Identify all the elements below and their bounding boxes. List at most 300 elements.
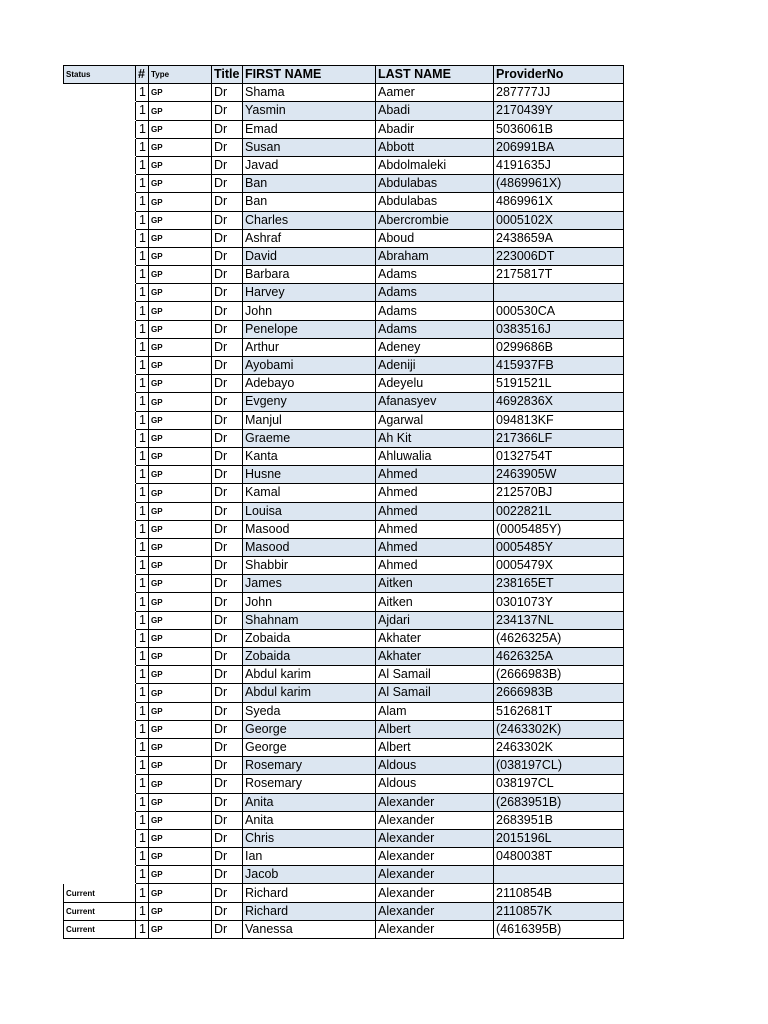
table-row [64, 320, 624, 338]
first-name-cell: Ban [243, 175, 376, 193]
status-cell [64, 538, 136, 556]
last-name-cell: Abdulabas [376, 175, 494, 193]
first-name-cell: Richard [243, 884, 376, 902]
number-cell: 1 [136, 557, 149, 575]
first-name-cell: George [243, 738, 376, 756]
status-cell [64, 320, 136, 338]
provider-no-cell: 0005102X [494, 211, 624, 229]
title-cell: Dr [212, 102, 243, 120]
title-cell: Dr [212, 648, 243, 666]
provider-no-cell: 0022821L [494, 502, 624, 520]
number-cell: 1 [136, 866, 149, 884]
title-cell: Dr [212, 247, 243, 265]
number-cell: 1 [136, 520, 149, 538]
first-name-cell: Zobaida [243, 629, 376, 647]
type-cell: GP [149, 484, 212, 502]
number-cell: 1 [136, 156, 149, 174]
number-cell: 1 [136, 811, 149, 829]
first-name-cell: James [243, 575, 376, 593]
last-name-cell: Albert [376, 738, 494, 756]
provider-no-cell: 2463302K [494, 738, 624, 756]
provider-no-cell: 4626325A [494, 648, 624, 666]
number-cell: 1 [136, 84, 149, 102]
status-cell [64, 520, 136, 538]
last-name-cell: Aitken [376, 593, 494, 611]
status-cell [64, 702, 136, 720]
first-name-cell: Chris [243, 829, 376, 847]
status-cell [64, 557, 136, 575]
status-cell [64, 848, 136, 866]
first-name-cell: Masood [243, 538, 376, 556]
table-row [64, 229, 624, 247]
last-name-cell: Alexander [376, 811, 494, 829]
number-cell: 1 [136, 175, 149, 193]
table-row [64, 684, 624, 702]
status-cell: Current [64, 884, 136, 902]
type-cell: GP [149, 757, 212, 775]
type-cell: GP [149, 102, 212, 120]
type-cell: GP [149, 629, 212, 647]
last-name-cell: Aamer [376, 84, 494, 102]
first-name-cell: George [243, 720, 376, 738]
table-row [64, 484, 624, 502]
status-cell [64, 411, 136, 429]
table-row [64, 156, 624, 174]
last-name-cell: Adeyelu [376, 375, 494, 393]
type-cell: GP [149, 156, 212, 174]
last-name-cell: Agarwal [376, 411, 494, 429]
status-cell [64, 811, 136, 829]
status-cell: Current [64, 902, 136, 920]
title-cell: Dr [212, 829, 243, 847]
last-name-cell: Ahmed [376, 466, 494, 484]
title-cell: Dr [212, 738, 243, 756]
type-cell: GP [149, 684, 212, 702]
number-cell: 1 [136, 848, 149, 866]
provider-no-cell: 415937FB [494, 357, 624, 375]
last-name-cell: Aldous [376, 757, 494, 775]
title-cell: Dr [212, 138, 243, 156]
type-cell: GP [149, 393, 212, 411]
number-cell: 1 [136, 502, 149, 520]
first-name-cell: Shabbir [243, 557, 376, 575]
type-cell: GP [149, 575, 212, 593]
last-name-cell: Albert [376, 720, 494, 738]
last-name-cell: Ahmed [376, 520, 494, 538]
first-name-cell: Jacob [243, 866, 376, 884]
first-name-cell: John [243, 302, 376, 320]
number-cell: 1 [136, 193, 149, 211]
first-name-cell: David [243, 247, 376, 265]
provider-no-cell: 0301073Y [494, 593, 624, 611]
status-cell [64, 502, 136, 520]
number-cell: 1 [136, 702, 149, 720]
status-cell [64, 175, 136, 193]
provider-no-cell: 094813KF [494, 411, 624, 429]
status-cell [64, 357, 136, 375]
table-row [64, 429, 624, 447]
status-cell [64, 466, 136, 484]
last-name-cell: Alexander [376, 866, 494, 884]
title-cell: Dr [212, 629, 243, 647]
status-cell [64, 138, 136, 156]
type-cell: GP [149, 120, 212, 138]
last-name-cell: Adams [376, 302, 494, 320]
last-name-cell: Abbott [376, 138, 494, 156]
last-name-cell: Ahmed [376, 502, 494, 520]
number-cell: 1 [136, 793, 149, 811]
provider-no-cell: 4191635J [494, 156, 624, 174]
provider-no-cell: 0005485Y [494, 538, 624, 556]
number-cell: 1 [136, 648, 149, 666]
header-number: # [136, 66, 149, 84]
table-row [64, 702, 624, 720]
title-cell: Dr [212, 302, 243, 320]
type-cell: GP [149, 375, 212, 393]
number-cell: 1 [136, 720, 149, 738]
header-first-name: FIRST NAME [243, 66, 376, 84]
type-cell: GP [149, 175, 212, 193]
last-name-cell: Abadi [376, 102, 494, 120]
first-name-cell: Susan [243, 138, 376, 156]
last-name-cell: Abadir [376, 120, 494, 138]
first-name-cell: Javad [243, 156, 376, 174]
provider-no-cell: 0132754T [494, 447, 624, 465]
status-cell [64, 484, 136, 502]
number-cell: 1 [136, 447, 149, 465]
first-name-cell: Evgeny [243, 393, 376, 411]
title-cell: Dr [212, 211, 243, 229]
number-cell: 1 [136, 411, 149, 429]
table-row [64, 411, 624, 429]
table-row [64, 138, 624, 156]
header-title: Title [212, 66, 243, 84]
number-cell: 1 [136, 593, 149, 611]
header-type: Type [149, 66, 212, 84]
title-cell: Dr [212, 757, 243, 775]
provider-no-cell [494, 866, 624, 884]
table-row [64, 557, 624, 575]
type-cell: GP [149, 702, 212, 720]
provider-no-cell: 287777JJ [494, 84, 624, 102]
status-cell [64, 611, 136, 629]
number-cell: 1 [136, 829, 149, 847]
header-provider-no: ProviderNo [494, 66, 624, 84]
provider-no-cell: 234137NL [494, 611, 624, 629]
table-row [64, 757, 624, 775]
number-cell: 1 [136, 629, 149, 647]
status-cell [64, 302, 136, 320]
last-name-cell: Abraham [376, 247, 494, 265]
last-name-cell: Akhater [376, 648, 494, 666]
number-cell: 1 [136, 429, 149, 447]
provider-no-cell: 0480038T [494, 848, 624, 866]
first-name-cell: Louisa [243, 502, 376, 520]
type-cell: GP [149, 302, 212, 320]
status-cell: Current [64, 920, 136, 938]
provider-no-cell: (2666983B) [494, 666, 624, 684]
table-row [64, 611, 624, 629]
table-row [64, 793, 624, 811]
type-cell: GP [149, 720, 212, 738]
status-cell [64, 393, 136, 411]
number-cell: 1 [136, 775, 149, 793]
title-cell: Dr [212, 429, 243, 447]
first-name-cell: Masood [243, 520, 376, 538]
table-row [64, 375, 624, 393]
title-cell: Dr [212, 284, 243, 302]
table-row [64, 284, 624, 302]
type-cell: GP [149, 848, 212, 866]
last-name-cell: Afanasyev [376, 393, 494, 411]
last-name-cell: Akhater [376, 629, 494, 647]
type-cell: GP [149, 775, 212, 793]
number-cell: 1 [136, 484, 149, 502]
status-cell [64, 247, 136, 265]
first-name-cell: Kamal [243, 484, 376, 502]
provider-no-cell: 0299686B [494, 338, 624, 356]
last-name-cell: Alexander [376, 920, 494, 938]
table-row [64, 447, 624, 465]
number-cell: 1 [136, 247, 149, 265]
status-cell [64, 102, 136, 120]
table-row [64, 666, 624, 684]
type-cell: GP [149, 884, 212, 902]
last-name-cell: Alam [376, 702, 494, 720]
type-cell: GP [149, 266, 212, 284]
first-name-cell: Emad [243, 120, 376, 138]
status-cell [64, 266, 136, 284]
header-status: Status [64, 66, 136, 84]
status-cell [64, 775, 136, 793]
status-cell [64, 338, 136, 356]
provider-no-cell: 0005479X [494, 557, 624, 575]
table-row [64, 211, 624, 229]
type-cell: GP [149, 829, 212, 847]
table-row [64, 102, 624, 120]
first-name-cell: Penelope [243, 320, 376, 338]
title-cell: Dr [212, 575, 243, 593]
last-name-cell: Alexander [376, 884, 494, 902]
status-cell [64, 757, 136, 775]
number-cell: 1 [136, 338, 149, 356]
type-cell: GP [149, 666, 212, 684]
title-cell: Dr [212, 702, 243, 720]
number-cell: 1 [136, 375, 149, 393]
number-cell: 1 [136, 302, 149, 320]
type-cell: GP [149, 738, 212, 756]
provider-no-cell: 038197CL [494, 775, 624, 793]
provider-no-cell: (2463302K) [494, 720, 624, 738]
type-cell: GP [149, 648, 212, 666]
title-cell: Dr [212, 266, 243, 284]
provider-no-cell: 212570BJ [494, 484, 624, 502]
type-cell: GP [149, 211, 212, 229]
first-name-cell: John [243, 593, 376, 611]
title-cell: Dr [212, 848, 243, 866]
title-cell: Dr [212, 338, 243, 356]
provider-no-cell: 206991BA [494, 138, 624, 156]
table-row [64, 266, 624, 284]
status-cell [64, 593, 136, 611]
number-cell: 1 [136, 611, 149, 629]
number-cell: 1 [136, 120, 149, 138]
status-cell [64, 229, 136, 247]
first-name-cell: Ian [243, 848, 376, 866]
table-row [64, 902, 624, 920]
number-cell: 1 [136, 466, 149, 484]
type-cell: GP [149, 193, 212, 211]
last-name-cell: Alexander [376, 793, 494, 811]
table-row [64, 247, 624, 265]
title-cell: Dr [212, 538, 243, 556]
number-cell: 1 [136, 102, 149, 120]
last-name-cell: Ajdari [376, 611, 494, 629]
last-name-cell: Ah Kit [376, 429, 494, 447]
status-cell [64, 738, 136, 756]
last-name-cell: Alexander [376, 902, 494, 920]
title-cell: Dr [212, 357, 243, 375]
number-cell: 1 [136, 211, 149, 229]
last-name-cell: Ahluwalia [376, 447, 494, 465]
status-cell [64, 156, 136, 174]
number-cell: 1 [136, 757, 149, 775]
type-cell: GP [149, 811, 212, 829]
table-row [64, 357, 624, 375]
first-name-cell: Ashraf [243, 229, 376, 247]
status-cell [64, 666, 136, 684]
first-name-cell: Yasmin [243, 102, 376, 120]
title-cell: Dr [212, 811, 243, 829]
type-cell: GP [149, 284, 212, 302]
type-cell: GP [149, 502, 212, 520]
provider-no-cell: (4616395B) [494, 920, 624, 938]
provider-no-cell: (4869961X) [494, 175, 624, 193]
first-name-cell: Ban [243, 193, 376, 211]
title-cell: Dr [212, 720, 243, 738]
first-name-cell: Shama [243, 84, 376, 102]
first-name-cell: Richard [243, 902, 376, 920]
number-cell: 1 [136, 538, 149, 556]
status-cell [64, 84, 136, 102]
last-name-cell: Ahmed [376, 538, 494, 556]
provider-no-cell [494, 284, 624, 302]
last-name-cell: Al Samail [376, 684, 494, 702]
title-cell: Dr [212, 775, 243, 793]
status-cell [64, 120, 136, 138]
type-cell: GP [149, 920, 212, 938]
table-row [64, 829, 624, 847]
table-row [64, 593, 624, 611]
title-cell: Dr [212, 375, 243, 393]
title-cell: Dr [212, 175, 243, 193]
status-cell [64, 447, 136, 465]
first-name-cell: Rosemary [243, 757, 376, 775]
status-cell [64, 829, 136, 847]
first-name-cell: Abdul karim [243, 666, 376, 684]
status-cell [64, 284, 136, 302]
first-name-cell: Graeme [243, 429, 376, 447]
last-name-cell: Alexander [376, 848, 494, 866]
number-cell: 1 [136, 357, 149, 375]
last-name-cell: Ahmed [376, 484, 494, 502]
provider-no-cell: 5162681T [494, 702, 624, 720]
last-name-cell: Adeney [376, 338, 494, 356]
provider-no-cell: 2666983B [494, 684, 624, 702]
number-cell: 1 [136, 575, 149, 593]
table-row [64, 520, 624, 538]
title-cell: Dr [212, 666, 243, 684]
title-cell: Dr [212, 611, 243, 629]
first-name-cell: Ayobami [243, 357, 376, 375]
status-cell [64, 684, 136, 702]
status-cell [64, 429, 136, 447]
table-row [64, 920, 624, 938]
last-name-cell: Abdolmaleki [376, 156, 494, 174]
last-name-cell: Aboud [376, 229, 494, 247]
title-cell: Dr [212, 411, 243, 429]
type-cell: GP [149, 520, 212, 538]
table-row [64, 393, 624, 411]
title-cell: Dr [212, 502, 243, 520]
status-cell [64, 193, 136, 211]
table-row [64, 338, 624, 356]
last-name-cell: Al Samail [376, 666, 494, 684]
provider-no-cell: (038197CL) [494, 757, 624, 775]
title-cell: Dr [212, 84, 243, 102]
type-cell: GP [149, 320, 212, 338]
status-cell [64, 629, 136, 647]
title-cell: Dr [212, 447, 243, 465]
first-name-cell: Vanessa [243, 920, 376, 938]
number-cell: 1 [136, 393, 149, 411]
provider-no-cell: 2015196L [494, 829, 624, 847]
title-cell: Dr [212, 229, 243, 247]
table-row [64, 302, 624, 320]
provider-no-cell: 2110857K [494, 902, 624, 920]
provider-table [63, 65, 624, 939]
first-name-cell: Harvey [243, 284, 376, 302]
title-cell: Dr [212, 793, 243, 811]
provider-no-cell: (2683951B) [494, 793, 624, 811]
provider-no-cell: 4692836X [494, 393, 624, 411]
title-cell: Dr [212, 520, 243, 538]
last-name-cell: Abercrombie [376, 211, 494, 229]
title-cell: Dr [212, 557, 243, 575]
type-cell: GP [149, 466, 212, 484]
type-cell: GP [149, 338, 212, 356]
type-cell: GP [149, 447, 212, 465]
header-row [64, 66, 624, 84]
type-cell: GP [149, 557, 212, 575]
type-cell: GP [149, 611, 212, 629]
provider-no-cell: 5191521L [494, 375, 624, 393]
type-cell: GP [149, 793, 212, 811]
first-name-cell: Rosemary [243, 775, 376, 793]
number-cell: 1 [136, 684, 149, 702]
first-name-cell: Abdul karim [243, 684, 376, 702]
header-last-name: LAST NAME [376, 66, 494, 84]
provider-no-cell: 000530CA [494, 302, 624, 320]
number-cell: 1 [136, 884, 149, 902]
type-cell: GP [149, 84, 212, 102]
first-name-cell: Kanta [243, 447, 376, 465]
number-cell: 1 [136, 320, 149, 338]
title-cell: Dr [212, 193, 243, 211]
table-row [64, 502, 624, 520]
status-cell [64, 375, 136, 393]
number-cell: 1 [136, 229, 149, 247]
